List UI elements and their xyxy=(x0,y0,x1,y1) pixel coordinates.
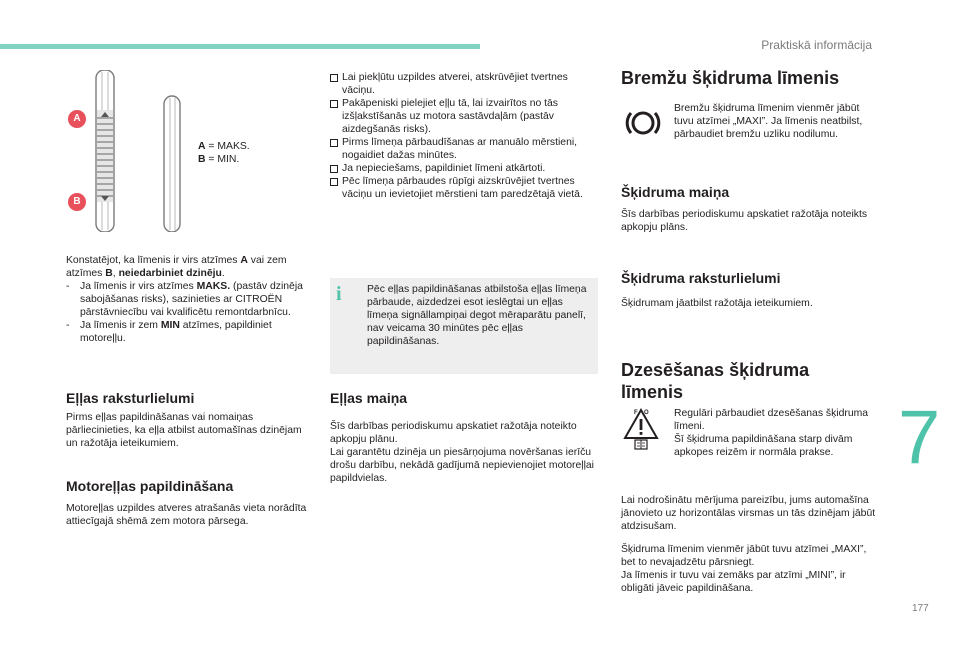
marker-b: B xyxy=(68,193,86,211)
item-text: (pastāv dzinēja sabojāšanas risks), sazinieties ar CITROËN pārstāvniecību vai kvalificētu remontdarbnīcu. xyxy=(80,281,303,318)
info-text: Pēc eļļas papildināšanas atbilstoša eļļas līmeņa pārbaude, aizdedzei esot ieslēgtai un eļļas līmeņa signāllampiņai degot mēraparātu panelī, nav veicama 30 minūtes pēc eļļas papildināšanas. xyxy=(367,284,587,347)
coolant-para-2: Šķidruma līmenim vienmēr jābūt tuvu atzīmei „MAXI”, bet to nevajadzētu pārsniegt. Ja līmenis ir tuvu vai zemāks par atzīmi „MINI”, ir obligāti jāveic papildināšana. xyxy=(621,544,867,594)
list-item: Ja nepieciešams, papildiniet līmeni atkārtoti. xyxy=(330,162,598,175)
list-item: Pakāpeniski pielejiet eļļu tā, lai izvairītos no tās izšļakstīšanās uz motora sastāvdaļām (pastāv aizdegšanās risks). xyxy=(330,97,598,136)
legend-max-text: = MAKS. xyxy=(205,141,250,152)
list-item xyxy=(66,319,316,345)
oil-topup-heading: Motoreļļas papildināšana xyxy=(66,478,234,494)
list-item: Lai piekļūtu uzpildes atverei, atskrūvējiet tvertnes vāciņu. xyxy=(330,71,598,97)
svg-text:F: F xyxy=(634,410,638,416)
level-intro-text xyxy=(66,254,316,280)
intro-text-2: vai zem atzīmes xyxy=(66,255,287,279)
coolant-para-1: Lai nodrošinātu mērījuma pareizību, jums automašīna jānovieto uz horizontālas virsmas un tās dzinējam jābūt atdzisušam. xyxy=(621,495,876,532)
coolant-warning-icon xyxy=(621,406,661,450)
level-dash-list xyxy=(66,280,316,345)
intro-warning: neiedarbiniet dzinēju xyxy=(118,268,222,279)
oil-change-heading: Eļļas maiņa xyxy=(330,390,408,406)
marker-a: A xyxy=(68,110,86,128)
fluid-spec-heading: Šķidruma raksturlielumi xyxy=(621,270,781,286)
intro-text-1: Konstatējot, ka līmenis ir virs atzīmes xyxy=(66,255,241,266)
intro-mark-b: B xyxy=(105,268,113,279)
section-title: Praktiskā informācija xyxy=(761,38,872,52)
list-item: Pēc līmeņa pārbaudes rūpīgi aizskrūvējiet tvertnes vāciņu un ievietojiet mērstieni tam paredzētajā vietā. xyxy=(330,175,598,201)
oil-spec-heading: Eļļas raksturlielumi xyxy=(66,390,195,406)
legend-min-text: = MIN. xyxy=(205,154,240,165)
legend-max xyxy=(198,140,250,153)
item-text: Ja līmenis ir zem xyxy=(80,320,161,331)
dipstick-figure xyxy=(66,70,192,232)
legend-min xyxy=(198,153,239,166)
brake-fluid-heading: Bremžu šķidruma līmenis xyxy=(621,68,840,88)
coolant-icon-text: Regulāri pārbaudiet dzesēšanas šķidruma līmeni. Šī šķidruma papildināšana starp divām apkopes reizēm ir normāla prakse. xyxy=(674,408,869,458)
oil-change-text: Šīs darbības periodiskumu apskatiet ražotāja noteikto apkopju plānu. Lai garantētu dzinēja un piesārņojuma novēršanas ierīču drošu darbību, nekādā gadījumā nepievienojiet motoreļļai papildvielas. xyxy=(330,421,594,484)
brake-warning-icon xyxy=(625,105,661,141)
legend-min-key: B xyxy=(198,154,206,165)
brake-fluid-text: Bremžu šķidruma līmenim vienmēr jābūt tuvu atzīmei „MAXI”. Ja līmenis neatbilst, pārbaudiet bremžu uzliku nodilumu. xyxy=(674,103,863,140)
fluid-spec-text: Šķidrumam jāatbilst ražotāja ieteikumiem. xyxy=(621,298,813,309)
intro-text-3: , xyxy=(112,268,119,279)
item-bold: MAKS. xyxy=(196,281,231,292)
list-item xyxy=(66,280,316,319)
chapter-number: 7 xyxy=(898,395,941,480)
oil-topup-steps xyxy=(330,71,598,201)
intro-text-4: . xyxy=(221,268,225,279)
legend-max-key: A xyxy=(198,141,206,152)
coolant-heading: Dzesēšanas šķidruma līmenis xyxy=(621,360,810,402)
list-item: Pirms līmeņa pārbaudīšanas ar manuālo mērstieni, nogaidiet dažas minūtes. xyxy=(330,136,598,162)
info-icon: i xyxy=(336,283,342,305)
fluid-change-heading: Šķidruma maiņa xyxy=(621,184,730,200)
fluid-change-text: Šīs darbības periodiskumu apskatiet ražotāja noteikts apkopju plāns. xyxy=(621,209,868,233)
intro-mark-a: A xyxy=(240,255,248,266)
header-accent-bar xyxy=(0,44,480,49)
item-bold: MIN xyxy=(160,320,180,331)
item-text: atzīmes, papildiniet motoreļļu. xyxy=(80,320,272,344)
svg-text:O: O xyxy=(644,410,649,416)
dipstick-illustration xyxy=(66,70,192,232)
page-number: 177 xyxy=(912,603,929,614)
item-text: Ja līmenis ir virs atzīmes xyxy=(80,281,197,292)
oil-topup-text: Motoreļļas uzpildes atveres atrašanās vieta norādīta attiecīgajā shēmā zem motora pārsega. xyxy=(66,503,307,527)
oil-spec-text: Pirms eļļas papildināšanas vai nomaiņas pārliecinieties, ka eļļa atbilst automašīnas dzinējam un ražotāja ieteikumiem. xyxy=(66,412,302,449)
